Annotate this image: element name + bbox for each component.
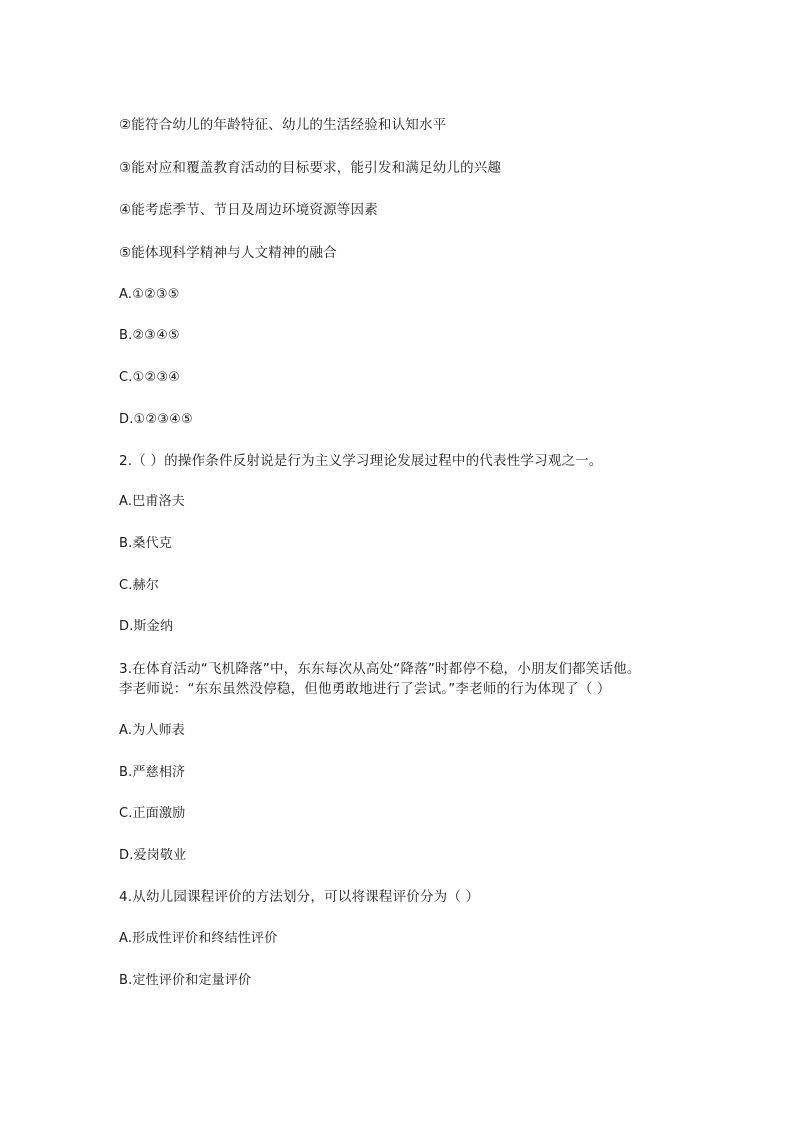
q1-option-d: D.①②③④⑤: [119, 412, 193, 427]
q1-item-3: ③能对应和覆盖教育活动的目标要求，能引发和满足幼儿的兴趣: [119, 160, 502, 176]
q3-stem-line1: 3.在体育活动“飞机降落”中，东东每次从高处“降落”时都停不稳，小朋友们都笑话他。: [119, 661, 641, 677]
q1-option-a: A.①②③⑤: [119, 287, 180, 302]
q3-option-a: A.为人师表: [119, 723, 185, 738]
q3-option-d: D.爱岗敬业: [119, 848, 187, 863]
q4-stem: 4.从幼儿园课程评价的方法划分，可以将课程评价分为（ ）: [119, 889, 480, 905]
q2-stem: 2.（ ）的操作条件反射说是行为主义学习理论发展过程中的代表性学习观之一。: [119, 453, 603, 469]
q4-option-b: B.定性评价和定量评价: [119, 973, 252, 988]
q3-option-c: C.正面激励: [119, 806, 186, 821]
q1-item-4: ④能考虑季节、节日及周边环境资源等因素: [119, 202, 378, 218]
q3-stem-line2: 李老师说：“东东虽然没停稳，但他勇敢地进行了尝试。”李老师的行为体现了（ ）: [119, 681, 611, 697]
q2-option-c: C.赫尔: [119, 578, 160, 593]
q1-item-5: ⑤能体现科学精神与人文精神的融合: [119, 245, 337, 261]
q2-option-a: A.巴甫洛夫: [119, 494, 185, 509]
q1-option-b: B.②③④⑤: [119, 328, 180, 343]
q2-option-d: D.斯金纳: [119, 619, 174, 634]
q1-option-c: C.①②③④: [119, 370, 181, 385]
q4-option-a: A.形成性评价和终结性评价: [119, 931, 278, 946]
q3-option-b: B.严慈相济: [119, 765, 186, 780]
q2-option-b: B.桑代克: [119, 536, 173, 551]
q1-item-2: ②能符合幼儿的年龄特征、幼儿的生活经验和认知水平: [119, 117, 447, 133]
